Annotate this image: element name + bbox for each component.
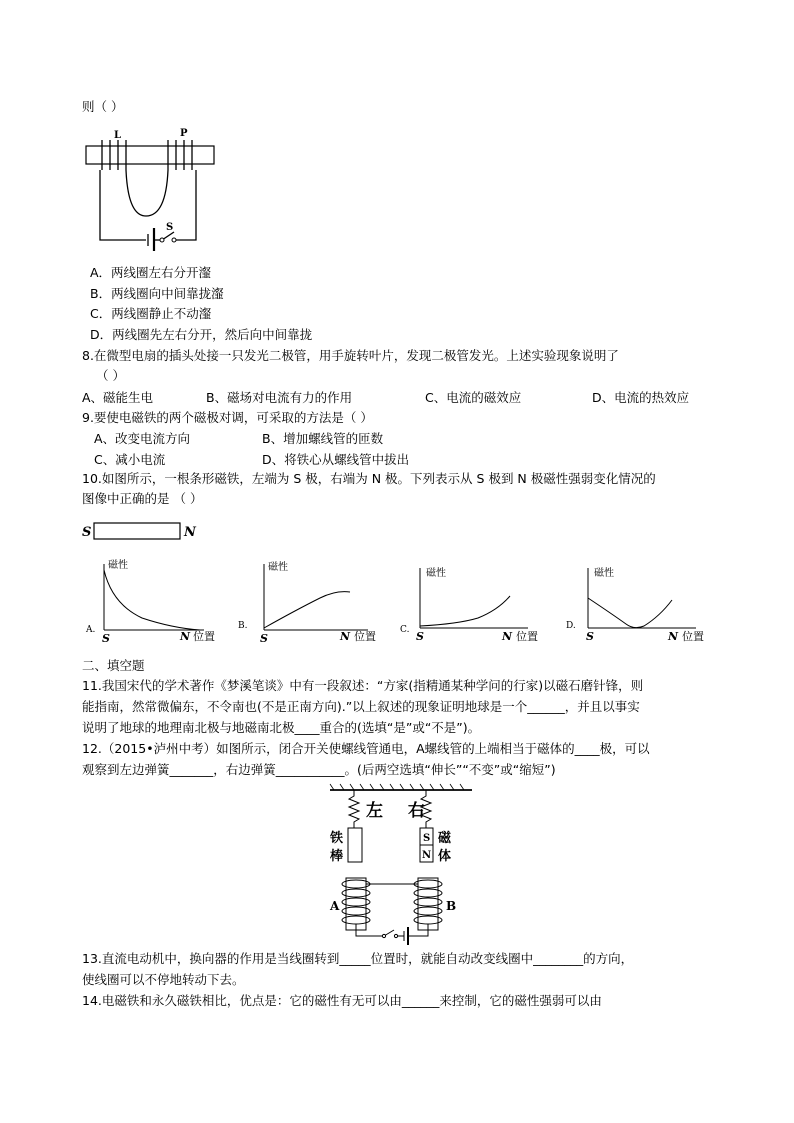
q9-option-c: C、减小电流: [94, 452, 166, 467]
graph-d-letter: D.: [566, 621, 576, 631]
coil-label-l: L: [114, 130, 122, 141]
graph-a: [82, 558, 222, 644]
q11-line2: 能指南，然常微偏东，不令南也(不是正南方向).”以上叙述的现象证明地球是一个______，并且以事实: [82, 699, 640, 714]
section-2-title: 二、填空题: [82, 658, 145, 673]
iron-rod-label-1: 铁: [330, 831, 344, 846]
magnet-label-1: 磁: [438, 831, 452, 846]
q8-stem: 8.在微型电扇的插头处接一只发光二极管，用手旋转叶片，发现二极管发光。上述实验现象说明了: [82, 348, 619, 363]
switch-label-s: S: [166, 222, 174, 233]
q7-option-a: A．两线圈左右分开瀣: [90, 265, 212, 280]
q8-option-d: D、电流的热效应: [592, 390, 690, 405]
graph-d-n: N: [668, 630, 679, 643]
q8-option-a: A、磁能生电: [82, 390, 154, 405]
q12-line1: 12.（2015•泸州中考）如图所示，闭合开关使螺线管通电，A螺线管的上端相当于磁体的____极，可以: [82, 741, 650, 756]
graph-c-y-label: 磁性: [426, 568, 446, 579]
graph-a-n: N: [180, 630, 191, 643]
q7-option-c: C．两线圈静止不动瀣: [90, 306, 212, 321]
iron-rod-label-2: 棒: [330, 849, 344, 864]
coil-label-p: P: [180, 128, 188, 139]
graph-a-letter: A.: [86, 625, 96, 635]
graph-a-x-label: 位置: [193, 630, 215, 643]
q8-option-c: C、电流的磁效应: [425, 390, 522, 405]
graph-c: [398, 562, 548, 644]
q13-line1: 13.直流电动机中，换向器的作用是当线圈转到_____位置时，就能自动改变线圈中________的方向，: [82, 951, 634, 966]
graph-a-s: S: [102, 632, 110, 645]
graph-d-y-label: 磁性: [594, 568, 614, 579]
bar-magnet-figure: [80, 518, 200, 544]
q14-line1: 14.电磁铁和永久磁铁相比，优点是：它的磁性有无可以由______来控制，它的磁性强弱可以由: [82, 993, 602, 1008]
graph-d: [564, 562, 714, 644]
q12-line2: 观察到左边弹簧_______，右边弹簧___________。(后两空选填“伸长”“不变”或“缩短”): [82, 762, 556, 777]
q7-stem-tail: 则（ ）: [82, 99, 124, 114]
label-left: 左: [366, 801, 383, 821]
graph-d-x-label: 位置: [682, 630, 704, 643]
graph-b-n: N: [340, 630, 351, 643]
graph-c-s: S: [416, 630, 424, 643]
magnet-label-2: 体: [438, 849, 452, 864]
graph-c-letter: C.: [400, 625, 410, 635]
graph-b-s: S: [260, 632, 268, 645]
magnet-n-label: N: [184, 525, 196, 540]
magnet-s-label: S: [82, 525, 92, 540]
q7-option-d: D．两线圈先左右分开，然后向中间靠拢: [90, 327, 313, 342]
q9-option-d: D、将铁心从螺线管中拔出: [262, 452, 410, 467]
q10-stem-line2: 图像中正确的是 （ ）: [82, 491, 203, 506]
label-right: 右: [408, 801, 425, 821]
q9-stem: 9.要使电磁铁的两个磁极对调，可采取的方法是（ ）: [82, 410, 373, 425]
q10-stem-line1: 10.如图所示，一根条形磁铁，左端为 S 极，右端为 N 极。下列表示从 S 极到 N 极磁性强弱变化情况的: [82, 471, 656, 486]
q13-line2: 使线圈可以不停地转动下去。: [82, 972, 245, 987]
graph-c-n: N: [502, 630, 513, 643]
graph-d-s: S: [586, 630, 594, 643]
graph-b-letter: B.: [238, 621, 248, 631]
coil-a-label: A: [330, 899, 340, 913]
q9-option-b: B、增加螺线管的匝数: [262, 431, 384, 446]
q11-line1: 11.我国宋代的学术著作《梦溪笔谈》中有一段叙述：“方家(指精通某种学问的行家)以磁石磨针锋，则: [82, 678, 644, 693]
q7-option-b: B．两线圈向中间靠拢瀣: [90, 286, 224, 301]
graph-b: [236, 558, 386, 644]
graph-a-y-label: 磁性: [108, 560, 128, 571]
q9-option-a: A、改变电流方向: [94, 431, 191, 446]
q8-option-b: B、磁场对电流有力的作用: [206, 390, 353, 405]
q7-coil-circuit-figure: [80, 124, 230, 249]
magnet-pole-s: S: [423, 833, 431, 844]
magnet-pole-n: N: [422, 850, 432, 861]
coil-b-label: B: [446, 899, 457, 913]
q8-blank: （ ）: [96, 368, 125, 383]
graph-b-y-label: 磁性: [268, 562, 288, 573]
q11-line3: 说明了地球的地理南北极与地磁南北极____重合的(选填“是”或“不是”)。: [82, 720, 481, 735]
spring-solenoid-figure: [326, 782, 476, 942]
graph-c-x-label: 位置: [516, 630, 538, 643]
graph-b-x-label: 位置: [354, 630, 376, 643]
